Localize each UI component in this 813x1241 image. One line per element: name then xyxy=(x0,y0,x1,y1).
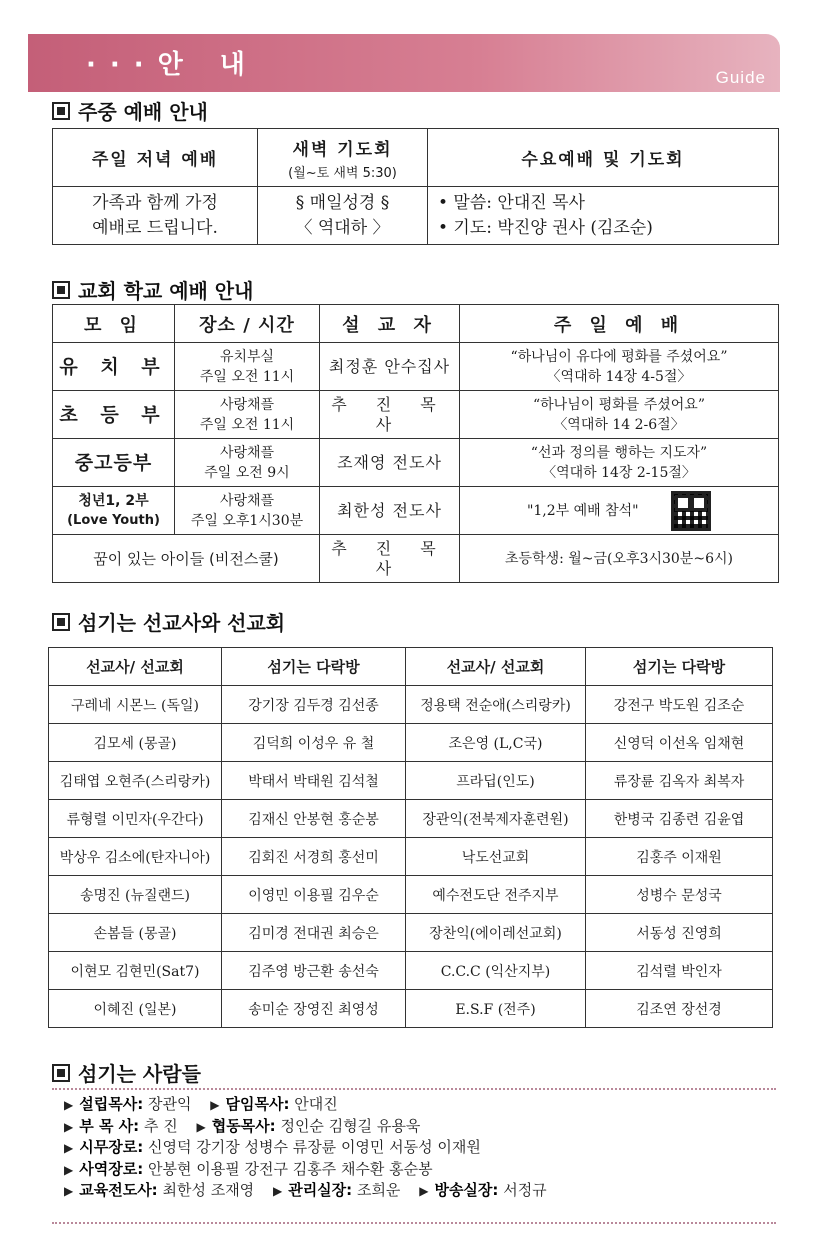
role-value: 정인순 김형길 유용욱 xyxy=(280,1116,421,1135)
table-cell: 신영덕 이선옥 임채현 xyxy=(586,724,773,762)
role-label: 부 목 사: xyxy=(79,1116,140,1135)
table-cell: 이영민 이용필 김우순 xyxy=(222,876,406,914)
section-servants-heading xyxy=(52,1058,201,1087)
table-cell: 이혜진 (일본) xyxy=(49,990,222,1028)
square-bullet-icon xyxy=(52,281,70,299)
section-title: 섬기는 선교사와 선교회 xyxy=(78,611,286,635)
table-cell: 강전구 박도원 김조순 xyxy=(586,686,773,724)
table-cell: 강기장 김두경 김선종 xyxy=(222,686,406,724)
table-cell: 송명진 (뉴질랜드) xyxy=(49,876,222,914)
preacher-cell: 최한성 전도사 xyxy=(320,487,460,535)
list-item xyxy=(64,1094,547,1116)
role-label: 관리실장: xyxy=(288,1181,353,1199)
cell-line: 가족과 함께 가정 xyxy=(92,192,218,213)
section-title: 섬기는 사람들 xyxy=(78,1062,201,1086)
time: 주일 오전 11시 xyxy=(199,368,295,385)
table-row xyxy=(49,914,773,952)
role-value: 서정규 xyxy=(503,1181,547,1199)
group-cell: 꿈이 있는 아이들 (비전스쿨) xyxy=(53,535,320,583)
role-value: 안봉현 이용필 강전구 김홍주 채수환 홍순봉 xyxy=(147,1159,433,1178)
group-label: 청년1, 2부 xyxy=(78,492,149,509)
place-time-cell xyxy=(175,391,320,439)
preacher-cell: 최정훈 안수집사 xyxy=(320,343,460,391)
table-cell: 김조연 장선경 xyxy=(586,990,773,1028)
section-title: 교회 학교 예배 안내 xyxy=(78,279,254,303)
role-value: 최한성 조재영 xyxy=(162,1181,255,1199)
list-item xyxy=(64,1137,547,1159)
sermon-title: “하나님이 평화를 주셨어요” xyxy=(533,396,705,413)
time: 주일 오후1시30분 xyxy=(190,512,304,529)
table-cell xyxy=(428,187,779,245)
role-label: 설립목사: xyxy=(79,1095,144,1113)
time: 주일 오전 9시 xyxy=(204,464,290,481)
role-label: 협동목사: xyxy=(211,1116,276,1135)
preacher-cell: 추 진 목 사 xyxy=(320,535,460,583)
table-row xyxy=(49,838,773,876)
triangle-bullet-icon: ▶ xyxy=(64,1098,74,1112)
cell-line: • 기도: 박진양 권사 (김조순) xyxy=(438,217,653,238)
place: 사랑채플 xyxy=(219,396,275,413)
table-cell: 박상우 김소에(탄자니아) xyxy=(49,838,222,876)
table-cell: 성병수 문성국 xyxy=(586,876,773,914)
dotted-divider xyxy=(52,1088,776,1090)
table-row xyxy=(49,800,773,838)
guide-banner xyxy=(28,34,780,92)
table-cell: 구레네 시몬느 (독일) xyxy=(49,686,222,724)
table-cell: 프라딥(인도) xyxy=(406,762,586,800)
place: 유치부실 xyxy=(219,348,275,365)
role-value: 신영덕 강기장 성병수 류장륜 이영민 서동성 이재원 xyxy=(147,1138,481,1156)
table-header: 섬기는 다락방 xyxy=(586,648,773,686)
place-time-cell xyxy=(175,487,320,535)
triangle-bullet-icon: ▶ xyxy=(210,1098,220,1112)
place: 사랑채플 xyxy=(219,444,275,461)
role-value: 안대진 xyxy=(294,1095,338,1113)
section-weekday-worship-heading xyxy=(52,96,208,125)
role-value: 장관익 xyxy=(147,1095,192,1113)
sermon-ref: 〈역대하 14장 2-15절〉 xyxy=(542,464,696,481)
table-cell: 정용택 전순애(스리랑카) xyxy=(406,686,586,724)
role-value: 조희운 xyxy=(356,1181,401,1199)
cell-line: • 말씀: 안대진 목사 xyxy=(438,192,585,213)
weekday-worship-table xyxy=(52,128,779,245)
table-cell: C.C.C (익산지부) xyxy=(406,952,586,990)
sermon-title: "1,2부 예배 참석" xyxy=(526,502,639,519)
cell-line: § 매일성경 § xyxy=(295,192,390,213)
qr-code-icon[interactable] xyxy=(671,491,711,531)
cell-line: 〈 역대하 〉 xyxy=(295,217,390,238)
table-header: 주일 저녁 예배 xyxy=(53,129,258,187)
role-label: 사역장로: xyxy=(79,1159,144,1178)
table-header: 설 교 자 xyxy=(320,305,460,343)
triangle-bullet-icon: ▶ xyxy=(272,1184,283,1198)
table-row xyxy=(53,343,779,391)
group-cell: 초 등 부 xyxy=(53,391,175,439)
table-cell: 장관익(전북제자훈련원) xyxy=(406,800,586,838)
role-label: 교육전도사: xyxy=(79,1181,158,1199)
servants-list xyxy=(64,1094,547,1202)
section-missionaries-heading xyxy=(52,607,285,636)
table-cell: 김모세 (몽골) xyxy=(49,724,222,762)
table-cell: 김홍주 이재원 xyxy=(586,838,773,876)
table-header: 섬기는 다락방 xyxy=(222,648,406,686)
group-cell xyxy=(53,487,175,535)
triangle-bullet-icon: ▶ xyxy=(64,1119,74,1134)
table-cell: 김재신 안봉현 홍순봉 xyxy=(222,800,406,838)
sermon-cell: 초등학생: 월~금(오후3시30분~6시) xyxy=(460,535,779,583)
church-school-table xyxy=(52,304,779,583)
time: 주일 오전 11시 xyxy=(199,416,295,433)
table-cell xyxy=(53,187,258,245)
sermon-cell xyxy=(460,343,779,391)
table-cell: 이현모 김현민(Sat7) xyxy=(49,952,222,990)
table-cell: 김석렬 박인자 xyxy=(586,952,773,990)
table-row xyxy=(49,990,773,1028)
table-row xyxy=(53,487,779,535)
sermon-cell xyxy=(460,391,779,439)
table-row xyxy=(53,535,779,583)
table-cell: 조은영 (L,C국) xyxy=(406,724,586,762)
role-value: 추 진 xyxy=(143,1116,178,1135)
place-time-cell xyxy=(175,343,320,391)
square-bullet-icon xyxy=(52,613,70,631)
table-cell: 손봄들 (몽골) xyxy=(49,914,222,952)
banner-subtitle: Guide xyxy=(715,68,766,87)
role-label: 시무장로: xyxy=(79,1138,144,1156)
list-item xyxy=(64,1159,547,1181)
preacher-cell: 조재영 전도사 xyxy=(320,439,460,487)
table-cell xyxy=(258,187,428,245)
place-time-cell xyxy=(175,439,320,487)
place: 사랑채플 xyxy=(219,492,275,509)
table-cell: 김태엽 오현주(스리랑카) xyxy=(49,762,222,800)
section-church-school-heading xyxy=(52,275,253,304)
missionaries-table xyxy=(48,647,773,1028)
table-cell: 박태서 박태원 김석철 xyxy=(222,762,406,800)
preacher-cell: 추 진 목 사 xyxy=(320,391,460,439)
table-cell: 송미순 장영진 최영성 xyxy=(222,990,406,1028)
sermon-title: “선과 정의를 행하는 지도자” xyxy=(530,444,708,461)
group-cell: 중고등부 xyxy=(53,439,175,487)
table-cell: 낙도선교회 xyxy=(406,838,586,876)
section-title: 주중 예배 안내 xyxy=(78,100,208,124)
table-header xyxy=(258,129,428,187)
role-label: 방송실장: xyxy=(434,1181,499,1199)
triangle-bullet-icon: ▶ xyxy=(64,1184,74,1198)
sermon-title: “하나님이 유다에 평화를 주셨어요” xyxy=(510,348,728,365)
header-label: 새벽 기도회 xyxy=(292,139,393,160)
role-label: 담임목사: xyxy=(225,1095,290,1113)
table-header: 모 임 xyxy=(53,305,175,343)
group-cell: 유 치 부 xyxy=(53,343,175,391)
square-bullet-icon xyxy=(52,102,70,120)
header-sub: (월~토 새벽 5:30) xyxy=(288,165,397,181)
table-cell: E.S.F (전주) xyxy=(406,990,586,1028)
banner-title: ···안 내 xyxy=(86,50,259,80)
sermon-cell xyxy=(460,487,779,535)
table-header: 수요예배 및 기도회 xyxy=(428,129,779,187)
table-row xyxy=(53,391,779,439)
table-header: 선교사/ 선교회 xyxy=(49,648,222,686)
table-row xyxy=(49,686,773,724)
table-row xyxy=(49,762,773,800)
list-item xyxy=(64,1180,547,1202)
triangle-bullet-icon: ▶ xyxy=(64,1141,74,1155)
sermon-ref: 〈역대하 14 2-6절〉 xyxy=(553,416,685,433)
table-cell: 장찬익(에이레선교회) xyxy=(406,914,586,952)
table-cell: 김미경 전대권 최승은 xyxy=(222,914,406,952)
square-bullet-icon xyxy=(52,1064,70,1082)
table-row xyxy=(53,439,779,487)
sermon-ref: 〈역대하 14장 4-5절〉 xyxy=(546,368,692,385)
triangle-bullet-icon: ▶ xyxy=(419,1184,429,1198)
table-row xyxy=(49,876,773,914)
group-sub: (Love Youth) xyxy=(67,512,160,528)
table-cell: 김주영 방근환 송선숙 xyxy=(222,952,406,990)
table-cell: 류장륜 김옥자 최복자 xyxy=(586,762,773,800)
dotted-divider xyxy=(52,1222,776,1224)
table-header: 주 일 예 배 xyxy=(460,305,779,343)
triangle-bullet-icon: ▶ xyxy=(64,1162,74,1177)
sermon-cell xyxy=(460,439,779,487)
table-header: 장소 / 시간 xyxy=(175,305,320,343)
list-item xyxy=(64,1116,547,1138)
triangle-bullet-icon: ▶ xyxy=(196,1119,206,1134)
table-cell: 류형렬 이민자(우간다) xyxy=(49,800,222,838)
table-header: 선교사/ 선교회 xyxy=(406,648,586,686)
table-row xyxy=(49,724,773,762)
table-cell: 한병국 김종련 김윤엽 xyxy=(586,800,773,838)
table-cell: 서동성 진영희 xyxy=(586,914,773,952)
table-cell: 예수전도단 전주지부 xyxy=(406,876,586,914)
table-cell: 김회진 서경희 홍선미 xyxy=(222,838,406,876)
table-row xyxy=(49,952,773,990)
cell-line: 예배로 드립니다. xyxy=(92,217,218,238)
table-cell: 김덕희 이성우 유 철 xyxy=(222,724,406,762)
